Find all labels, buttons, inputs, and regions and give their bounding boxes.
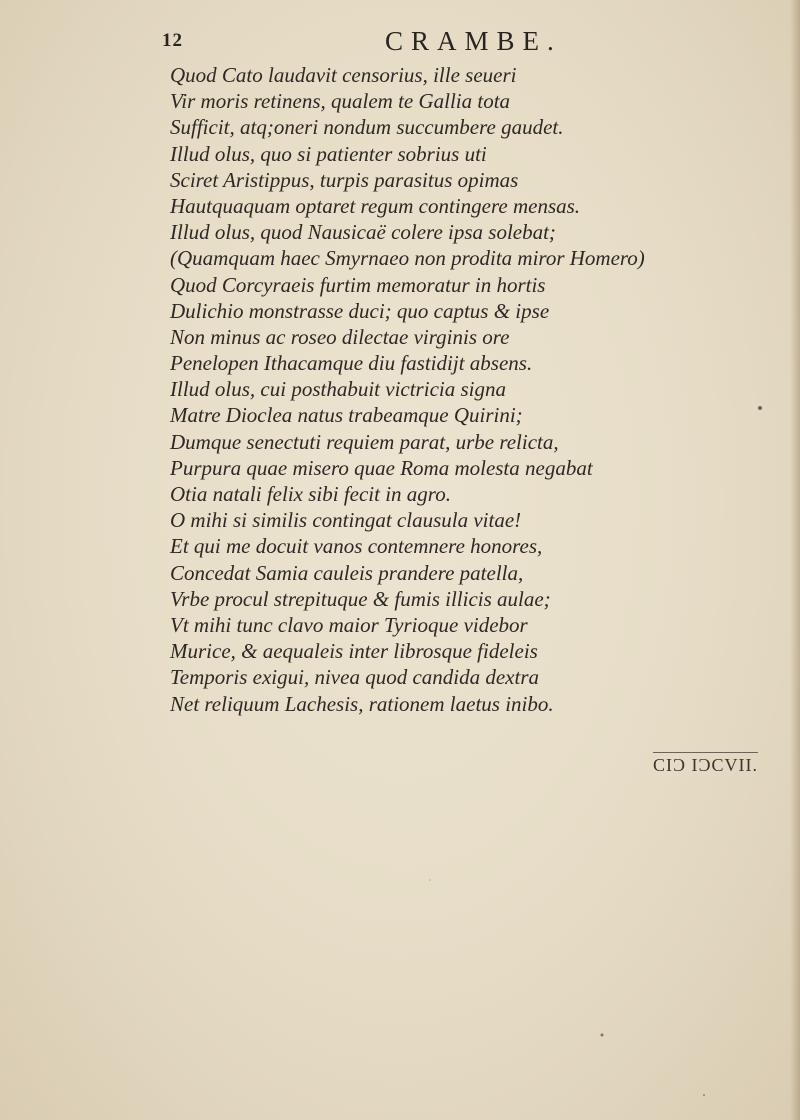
- verse-line: Purpura quae misero quae Roma molesta negabat: [170, 455, 593, 480]
- verse-line: Dulichio monstrasse duci; quo captus & ipse: [170, 298, 550, 323]
- verse-line: Vt mihi tunc clavo maior Tyrioque videbor: [170, 612, 528, 637]
- verse-line: Non minus ac roseo dilectae virginis ore: [170, 324, 510, 349]
- verse-line: Illud olus, cui posthabuit victricia signa: [170, 377, 506, 402]
- verse-line: Vrbe procul strepituque & fumis illicis aulae;: [170, 586, 551, 611]
- verse-line: Net reliquum Lachesis, rationem laetus inibo.: [170, 691, 554, 716]
- page-edge-shadow: [790, 0, 800, 1120]
- date-imprint: CIƆ IƆCVII.: [653, 752, 758, 776]
- verse-line: (Quamquam haec Smyrnaeo non prodita miror Homero): [170, 246, 645, 271]
- verse-line: Dumque senectuti requiem parat, urbe relicta,: [170, 429, 559, 454]
- verse-line: Murice, & aequaleis inter librosque fideleis: [170, 639, 538, 664]
- verse-line: Concedat Samia cauleis prandere patella,: [170, 560, 524, 585]
- verse-line: Quod Cato laudavit censorius, ille seueri: [170, 63, 517, 87]
- running-head-title: CRAMBE.: [385, 26, 562, 56]
- verse-line: Sciret Aristippus, turpis parasitus opimas: [170, 167, 519, 192]
- verse-line: Sufficit, atq;oneri nondum succumbere gaudet.: [170, 115, 564, 140]
- verse-line: Temporis exigui, nivea quod candida dextra: [170, 665, 540, 690]
- page-number: 12: [162, 30, 183, 51]
- verse-line: Et qui me docuit vanos contemnere honores,: [170, 534, 543, 559]
- verse-line: Quod Corcyraeis furtim memoratur in hortis: [170, 272, 546, 297]
- verse-line: Hautquaquam optaret regum contingere mensas.: [170, 193, 581, 218]
- verse-line: Otia natali felix sibi fecit in agro.: [170, 482, 451, 506]
- verse-line: Penelopen Ithacamque diu fastidijt absens.: [170, 351, 533, 376]
- verse-line: O mihi si similis contingat clausula vitae!: [170, 508, 522, 533]
- verse-line: Illud olus, quod Nausicaë colere ipsa solebat;: [170, 220, 556, 245]
- poem-verse-block: [170, 62, 770, 717]
- verse-line: Matre Dioclea natus trabeamque Quirini;: [170, 403, 523, 428]
- verse-line: Illud olus, quo si patienter sobrius uti: [170, 141, 487, 166]
- verse-line: Vir moris retinens, qualem te Gallia tota: [170, 89, 511, 114]
